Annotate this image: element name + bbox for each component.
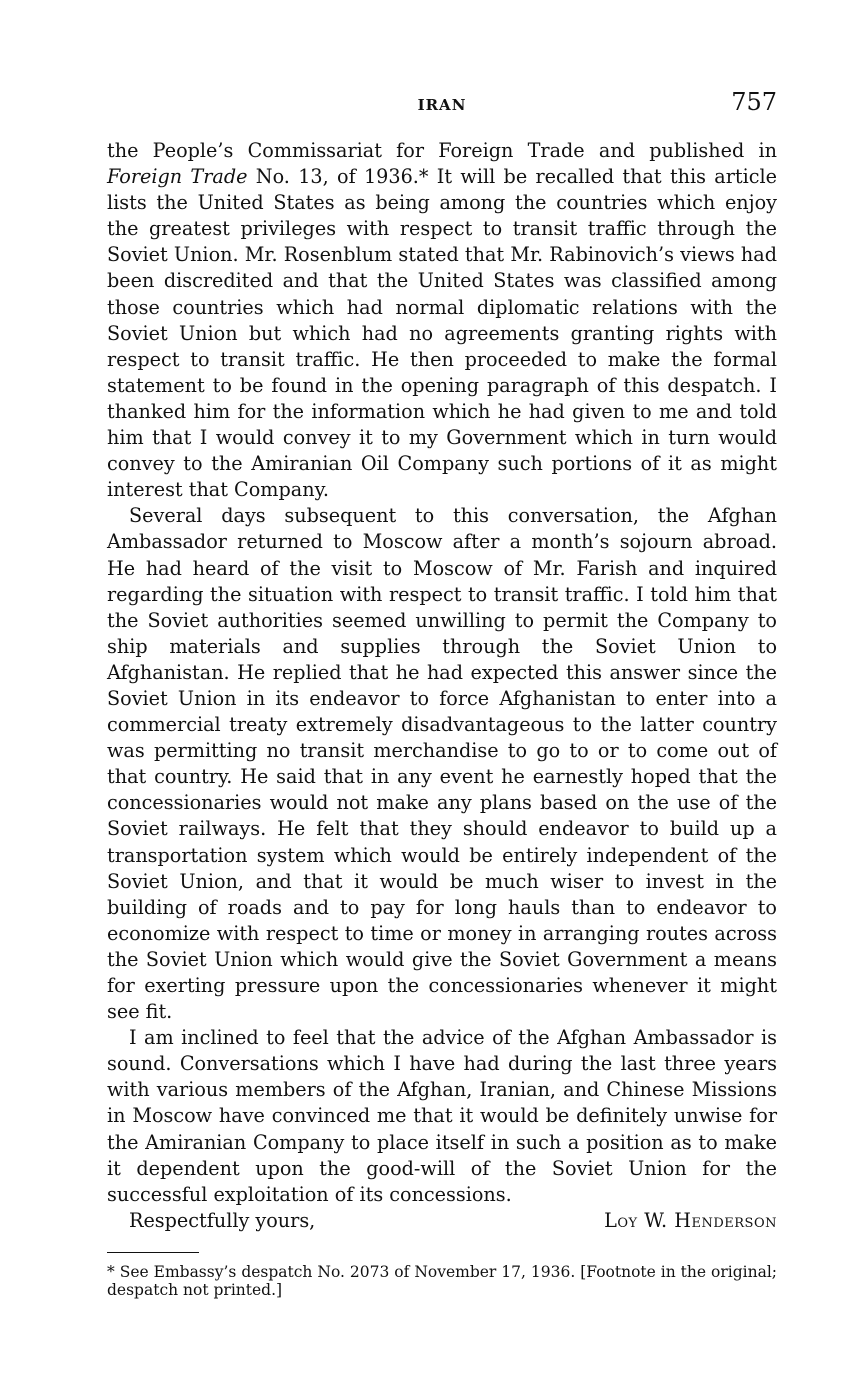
footnote: * See Embassy’s despatch No. 2073 of November 17, 1936. [Footnote in the original; despatch not printed.] <box>107 1262 777 1299</box>
valediction: Respectfully yours, <box>129 1208 316 1232</box>
paragraph-3: I am inclined to feel that the advice of the Afghan Ambassador is sound. Conversations which I have had during the last three years with various members of the Afghan, Iranian, and Chinese Missions in Moscow have convinced me that it would be definitely unwise for the Amiranian Company to place itself in such a position as to make it dependent upon the good-will of the Soviet Union for the successful exploitation of its concessions. <box>107 1026 777 1206</box>
body-text <box>107 138 777 1208</box>
document-page <box>107 88 777 1299</box>
paragraph-1-text-b: No. 13, of 1936.* It will be recalled that this article lists the United States as being among the countries which enjoy the greatest privileges with respect to transit traffic through the Soviet Union. Mr. Rosenblum stated that Mr. Rabinovich’s views had been discredited and that the United States was classified among those countries which had normal diplomatic relations with the Soviet Union but which had no agreements granting rights with respect to transit traffic. He then proceeded to make the formal statement to be found in the opening paragraph of this despatch. I thanked him for the information which he had given to me and told him that I would convey it to my Government which in turn would convey to the Amiranian Oil Company such portions of it as might interest that Company. <box>107 165 777 502</box>
signature: Loy W. Henderson <box>604 1208 777 1232</box>
closing-line <box>107 1208 777 1234</box>
page-number: 757 <box>731 88 777 116</box>
footnote-divider <box>107 1252 199 1253</box>
paragraph-1-italic-title: Foreign Trade <box>107 165 248 189</box>
paragraph-1-text-a: the People’s Commissariat for Foreign Trade and published in <box>107 139 777 162</box>
running-head: IRAN <box>417 96 467 114</box>
page-header <box>107 88 777 124</box>
paragraph-2: Several days subsequent to this conversation, the Afghan Ambassador returned to Moscow after a month’s sojourn abroad. He had heard of the visit to Moscow of Mr. Farish and inquired regarding the situation with respect to transit traffic. I told him that the Soviet authorities seemed unwilling to permit the Company to ship materials and supplies through the Soviet Union to Afghanistan. He replied that he had expected this answer since the Soviet Union in its endeavor to force Afghanistan to enter into a commercial treaty extremely disadvantageous to the latter country was permitting no transit merchandise to go to or to come out of that country. He said that in any event he earnestly hoped that the concessionaries would not make any plans based on the use of the Soviet railways. He felt that they should endeavor to build up a transportation system which would be entirely independent of the Soviet Union, and that it would be much wiser to invest in the building of roads and to pay for long hauls than to endeavor to economize with respect to time or money in arranging routes across the Soviet Union which would give the Soviet Government a means for exerting pressure upon the concessionaries whenever it might see fit. <box>107 504 777 1024</box>
paragraph-1 <box>107 138 777 503</box>
